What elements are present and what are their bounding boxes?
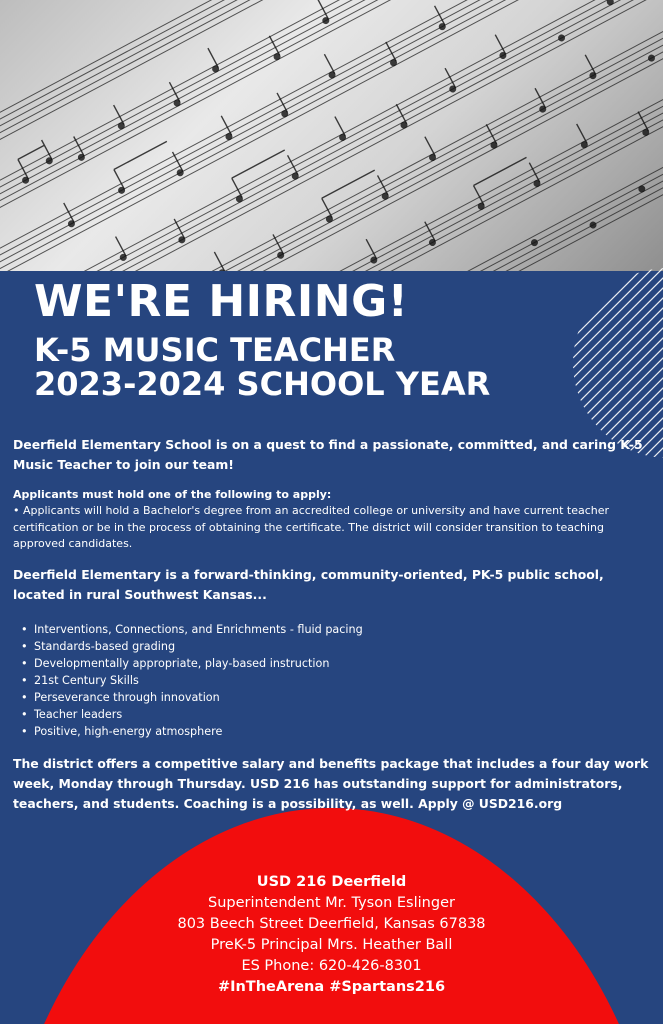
school-year-title: 2023-2024 SCHOOL YEAR	[34, 365, 491, 403]
offer-paragraph: The district offers a competitive salary and benefits package that includes a four day work week, Monday through Thursday. USD 216 has outstanding support for administrators, teachers, and students. Coaching is a possibility, as well. Apply @ USD216.org	[13, 755, 649, 811]
list-item: • 21st Century Skills	[21, 672, 653, 689]
list-item: • Positive, high-energy atmosphere	[21, 723, 653, 740]
sheet-music-illustration	[0, 0, 663, 271]
superintendent: Superintendent Mr. Tyson Eslinger	[208, 895, 455, 911]
phone: ES Phone: 620-426-8301	[241, 958, 422, 974]
list-item: • Teacher leaders	[21, 706, 653, 723]
striped-circle-decoration	[573, 268, 663, 458]
list-item: • Developmentally appropriate, play-based instruction	[21, 655, 653, 672]
features-list	[13, 621, 653, 740]
requirements-text: • Applicants will hold a Bachelor's degree from an accredited college or university and have current teacher certification or be in the process of obtaining the certificate. The district will consider transition to teaching approved candidates.	[13, 504, 610, 550]
intro-paragraph: Deerfield Elementary School is on a quest to find a passionate, committed, and caring K-5 Music Teacher to join our team!	[13, 437, 643, 472]
job-description	[13, 435, 653, 814]
hashtags: #InTheArena #Spartans216	[217, 979, 446, 995]
position-title: K-5 MUSIC TEACHER	[34, 331, 396, 369]
district-name: USD 216 Deerfield	[256, 874, 407, 890]
list-item: • Interventions, Connections, and Enrichments - fluid pacing	[21, 621, 653, 638]
list-item: • Standards-based grading	[21, 638, 653, 655]
headline	[34, 276, 491, 403]
principal: PreK-5 Principal Mrs. Heather Ball	[210, 937, 453, 953]
sheet-music-photo	[0, 0, 663, 271]
address: 803 Beech Street Deerfield, Kansas 67838	[177, 916, 486, 932]
contact-block	[0, 872, 663, 998]
requirements-title: Applicants must hold one of the following to apply:	[13, 488, 332, 501]
school-description: Deerfield Elementary is a forward-thinking, community-oriented, PK-5 public school, located in rural Southwest Kansas...	[13, 566, 604, 602]
list-item: • Perseverance through innovation	[21, 689, 653, 706]
hiring-title: WE'RE HIRING!	[34, 276, 409, 327]
